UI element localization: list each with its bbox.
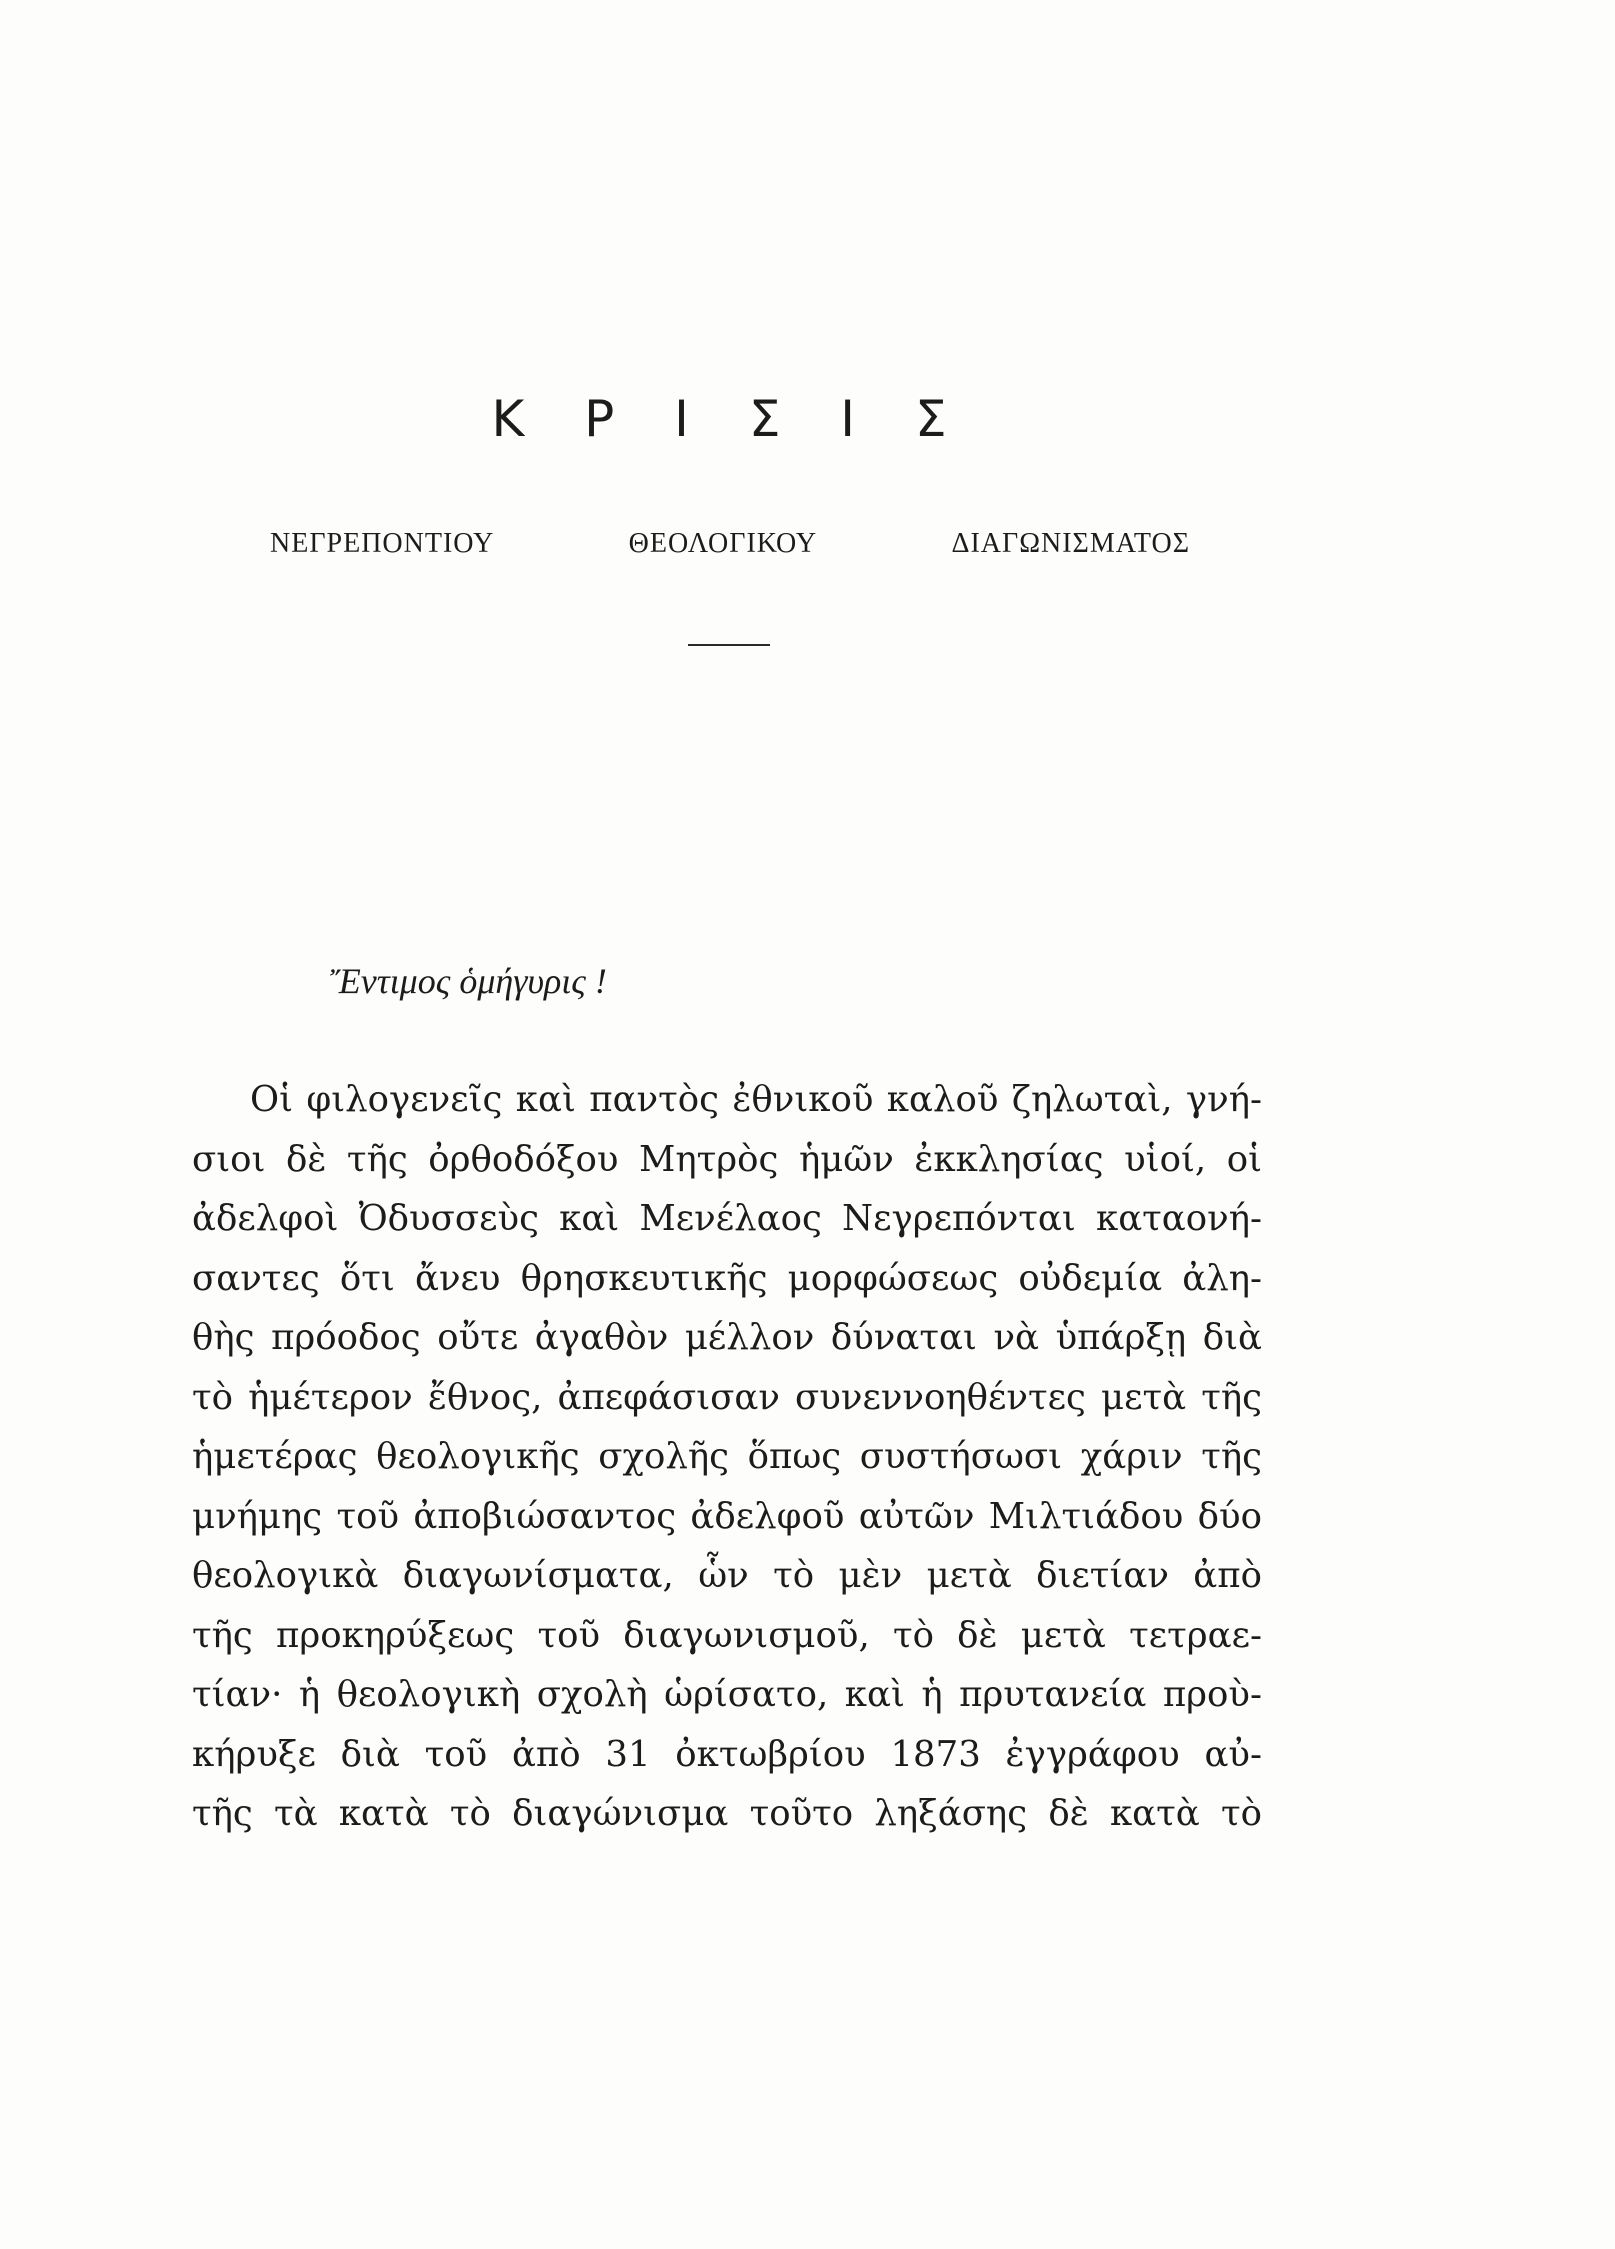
page-title: Κ Ρ Ι Σ Ι Σ	[491, 390, 969, 448]
text-line: τῆς τὰ κατὰ τὸ διαγώνισμα τοῦτο ληξάσης δὲ κατὰ τὸ	[192, 1793, 1262, 1834]
text-line: ἡμετέρας θεολογικῆς σχολῆς ὅπως συστήσωσι χάριν τῆς	[192, 1436, 1262, 1477]
text-line: θὴς πρόοδος οὔτε ἀγαθὸν μέλλον δύναται νὰ ὑπάρξῃ διὰ	[192, 1317, 1262, 1358]
title-divider	[688, 644, 770, 646]
subtitle-word: ΘΕΟΛΟΓΙΚΟΥ	[628, 528, 818, 559]
text-line: τῆς προκηρύξεως τοῦ διαγωνισμοῦ, τὸ δὲ μετὰ τετραε-	[192, 1614, 1262, 1656]
text-line: σιοι δὲ τῆς ὀρθοδόξου Μητρὸς ἡμῶν ἐκκλησίας υἱοί, οἱ	[192, 1138, 1262, 1180]
text-line: κήρυξε διὰ τοῦ ἀπὸ 31 ὀκτωβρίου 1873 ἐγγράφου αὐ-	[192, 1733, 1262, 1775]
subtitle-word: ΔΙΑΓΩΝΙΣΜΑΤΟΣ	[951, 528, 1190, 559]
text-line: θεολογικὰ διαγωνίσματα, ὧν τὸ μὲν μετὰ διετίαν ἀπὸ	[192, 1555, 1262, 1596]
body-paragraph	[192, 1070, 1262, 1844]
text-line: ἀδελφοὶ Ὀδυσσεὺς καὶ Μενέλαος Νεγρεπόνται καταονή-	[192, 1198, 1262, 1239]
text-line: τίαν· ἡ θεολογικὴ σχολὴ ὡρίσατο, καὶ ἡ πρυτανεία προὺ-	[192, 1674, 1262, 1715]
salutation: Ἔντιμος ὁμήγυρις !	[330, 961, 607, 1001]
text-line: μνήμης τοῦ ἀποβιώσαντος ἀδελφοῦ αὐτῶν Μιλτιάδου δύο	[192, 1495, 1262, 1537]
page-subtitle	[270, 528, 1190, 560]
text-line: τὸ ἡμέτερον ἔθνος, ἀπεφάσισαν συνεννοηθέντες μετὰ τῆς	[192, 1376, 1262, 1418]
text-line: Οἱ φιλογενεῖς καὶ παντὸς ἐθνικοῦ καλοῦ ζηλωταὶ, γνή-	[250, 1079, 1262, 1120]
text-line: σαντες ὅτι ἄνευ θρησκευτικῆς μορφώσεως οὐδεμία ἀλη-	[192, 1257, 1262, 1299]
subtitle-word: ΝΕΓΡΕΠΟΝΤΙΟΥ	[270, 528, 495, 559]
